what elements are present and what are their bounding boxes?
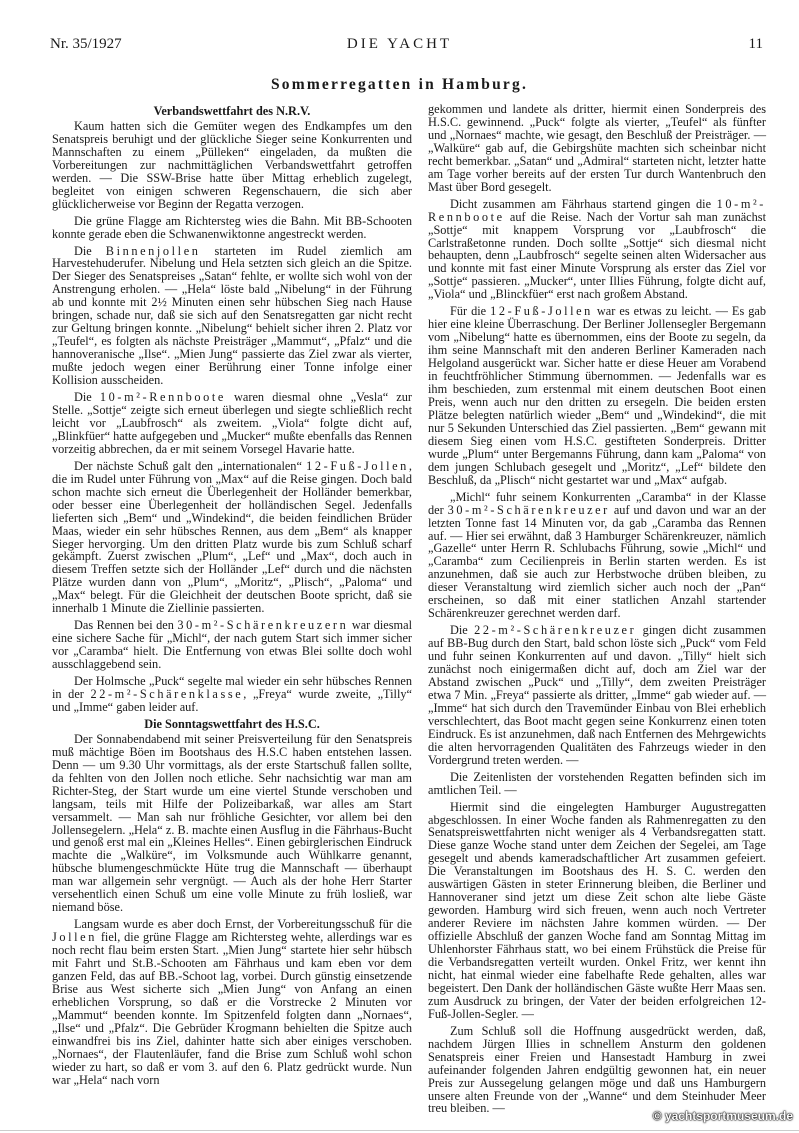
spaced-class-name: 12-Fuß-Jollen	[490, 304, 593, 319]
paragraph	[52, 675, 412, 714]
text-run: Hiermit sind die eingelegten Hamburger Augustregatten abgeschlossen. In einer Woche fanden als Rahmenregatten zu den Senatspreiswettfahrten nicht weniger als 4 Verbandsregatten statt. Diese ganze Woche stand unter dem Zeichen der Segelei, am Tage gesegelt und abends kameradschaftlicher Art zusammen gefeiert. Die Veranstaltungen im Bootshaus des H. S. C. werden den auswärtigen Gästen in steter Erinnerung bleiben, die Berliner und Hannoveraner sind jetzt um diese Zeit schon alte liebe Gäste geworden. Hamburg wird sich freuen, wenn auch noch Vertreter anderer Reviere im nächsten Jahre kommen würden. — Der offizielle Abschluß der ganzen Woche fand am Sonntag Mittag im Uhlenhorster Fährhaus statt, wo bei einem Frühstück die Preise für die Verbandsregatten verteilt wurden. Onkel Fritz, wer kennt ihn nicht, hat einmal wieder eine fabelhafte Rede gehalten, alles war begeistert. Den Dank der holländischen Gäste wußte Herr Maas sen. zum Ausdruck zu bringen, der Vater der beiden erfolgreichen 12-Fuß-Jollen-Segler. —	[428, 799, 766, 1021]
text-run: fiel, die grüne Flagge am Richtersteg wehte, allerdings war es noch recht flau beim ersten Start. „Mien Jung“ startete hier sehr hübsch mit Fahrt und St.B.-Schooten am Fährhaus und kam eben vor dem ganzen Feld, das auf BB.-Schoot lag, vorbei. Durch günstig einsetzende Brise aus West sicherte sich „Mien Jung“ von Anfang an einen erheblichen Vorsprung, so daß er die Vorstrecke 2 Minuten vor „Mammut“ beenden konnte. Im Spitzenfeld folgten dann „Nornaes“, „Ilse“ und „Pfalz“. Die Gebrüder Krogmann behielten die Spitze auch einwandfrei bis ins Ziel, dahinter hatte sich aber einiges verschoben. „Nornaes“, der Flautenläufer, fand die Brise zum Schluß wohl schon wieder zu hart, so daß er vom 3. auf den 6. Platz gedrückt wurde. Nun war „Hela“ nach vorn	[52, 930, 412, 1087]
text-run: Der Holmsche „Puck“ segelte mal wieder ein sehr hübsches Rennen in der	[52, 674, 412, 701]
paragraph	[428, 491, 766, 621]
text-run: war es etwas zu leicht. — Es gab hier eine kleine Überraschung. Der Berliner Jollensegler Bergemann vom „Nibelung“ hatte es übernommen, eins der Boote zu segeln, da ihm seine Mannschaft mit den anderen Berliner Kameraden nach Helgoland ausgerückt war. Sicher hatte er diese Heuer am Vorabend in feuchtfröhlicher Stimmung übernommen. — Jedenfalls war es ihm beschieden, zum erstenmal mit einem deutschen Boot einen Preis, wenn auch nur den dritten zu ersegeln. Die beiden ersten Plätze belegten natürlich wieder „Bem“ und „Windekind“, die mit nur 5 Sekunden Unterschied das Ziel passierten. „Bem“ gewann mit diesem Sieg einen vom H.S.C. gestifteten Sonderpreis. Dritter wurde „Plum“ unter Bergemanns Führung, dann kam „Paloma“ von dem jungen Schlubach gesegelt und „Moritz“, „Lef“ bildete den Beschluß, da „Plisch“ nicht gestartet war und „Max“ aufgab.	[428, 304, 766, 487]
spaced-class-name: 22-m²-Schärenkreuzer	[474, 623, 637, 638]
right-column	[428, 103, 766, 1119]
text-run: auf die Reise. Nach der Vortur sah man zunächst „Sottje“ mit knappem Vorsprung vor „Laubfrosch“ die Carlstraßetonne runden. Doch sollte „Sottje“ sich diesmal nicht behaupten, denn „Laubfrosch“ segelte seinen alten Widersacher aus und konnte mit fast einer Minute Vorsprung als erster das Ziel vor „Sottje“ passieren. „Mucker“, unter Illies Führung, folgte dicht auf, „Viola“ und „Blinckfüer“ erst nach großem Abstand.	[428, 209, 766, 302]
paragraph	[52, 733, 412, 914]
spaced-class-name: 30-m²-Schärenkreuzern	[177, 618, 349, 633]
text-run: , die im Rudel unter Führung von „Max“ auf die Reise gingen. Doch bald schon machte sich erneut die Überlegenheit der Holländer bemerkbar, oder besser eine Überlegenheit der holländischen Segel. Jedenfalls lieferten sich „Bem“ und „Windekind“, die beiden feindlichen Brüder Maas, wieder ein sehr hübsches Rennen, aus dem „Bem“ als knapper Sieger hervorging. Um den dritten Platz wurde bis zum Schluß scharf gekämpft. Zuerst zwischen „Plum“, „Lef“ und „Max“, doch auch in diesem Treffen setzte sich der Holländer „Lef“ durch und die nächsten Plätze wurden dann von „Plum“, „Moritz“, „Plisch“, „Paloma“ und „Max“ belegt. Für die Gleichheit der deutschen Boote spricht, daß sie innerhalb 1 Minute die Ziellinie passierten.	[52, 458, 412, 616]
spaced-class-name: Jollen	[52, 930, 97, 945]
text-run: starteten im Rudel ziemlich am Harvestehuderufer. Nibelung und Hela setzten sich gleich an die Spitze. Der Sieger des Senatspreises „Satan“ fehlte, er wollte sich wohl von der Anstrengung erholen. — „Hela“ löste bald „Nibelung“ in der Führung ab und konnte mit 2½ Minuten einen sehr hübschen Sieg nach Hause bringen, schade nur, daß sie sich auf den Senatsregatten gar nicht recht zur Geltung bringen konnte. „Nibelung“ behielt sicher ihren 2. Platz vor „Teufel“, es folgten als nächste Preisträger „Mammut“, „Pfalz“ und die hannoveranische „Ilse“. „Mien Jung“ passierte das Ziel zwar als vierter, mußte jedoch wegen einer Berührung einer Tonne infolge einer Kollision ausscheiden.	[52, 243, 412, 388]
text-run: Der nächste Schuß galt den „internationalen“	[74, 458, 307, 473]
text-run: gingen dicht zusammen auf BB-Bug durch den Start, bald schon löste sich „Puck“ vom Feld und fuhr seinen Konkurrenten auf und davon. „Tilly“ hielt sich zunächst noch einigermaßen dicht auf, doch am Ziel war der Abstand zwischen „Puck“ und „Tilly“, dem zweiten Preisträger etwa 7 Min. „Freya“ passierte als dritter, „Imme“ gab wieder auf. — „Imme“ hat sich durch den Travemünder Einbau von Blei erheblich verschlechtert, das Boot macht gegen seine Konkurrenz einen toten Eindruck. Es ist anzunehmen, daß nach Entfernen des Mehrgewichts die alten hervorragenden Qualitäten des Fahrzeugs wieder in den Vordergrund treten werden. —	[428, 623, 766, 767]
spaced-class-name: Binnenjollen	[105, 243, 201, 258]
spaced-class-name: 22-m²-Schärenklasse	[90, 686, 244, 701]
paragraph	[428, 1025, 766, 1116]
left-column	[52, 103, 412, 1091]
text-run: Der Sonnabendabend mit seiner Preisverteilung für den Senatspreis muß mächtige Böen im Bootshaus des H.S.C haben entstehen lassen. Denn — um 9.30 Uhr vormittags, als der erste Startschuß fallen sollte, da fehlten von den Jollen noch etliche. Sehr nachsichtig war man am Richter-Steg, der Start wurde um eine viertel Stunde verschoben und langsam, teils mit Hilfe der Polizeibarkaß, war alles am Start versammelt. — Man sah nur fröhliche Gesichter, vor allem bei den Jollensegelern. „Hela“ z. B. machte einen Ausflug in die Fährhaus-Bucht und genoß erst mal ein „Kleines Helles“. Einen gebirglerischen Eindruck machte die „Walküre“, im Volksmunde auch Wühlkarre genannt, hübsche blumengeschmückte Hüte trug die Mannschaft — überhaupt man war allgemein sehr vergnügt. — Auch als der hohe Herr Starter versehentlich einen Schuß um eine volle Minute zu früh losließ, war niemand böse.	[52, 731, 412, 915]
text-run: auf und davon und war an der letzten Tonne fast 14 Minuten vor, da gab „Caramba das Rennen auf. — Hier sei erwähnt, daß 3 Hamburger Schärenkreuzer, nämlich „Gazelle“ unter Herrn R. Schlubachs Führung, sowie „Michl“ und „Caramba“ zum Cecilienpreis in Berlin starten werden. Es ist anzunehmen, daß sie auch zur Herbstwoche drüben bleiben, zu dieser Veranstaltung wird ziemlich sicher auch noch der „Pan“ erscheinen, so daß mit einer statlichen Anzahl startender Schärenkreuzer gerechnet werden darf.	[428, 502, 767, 621]
section-heading: Verbandswettfahrt des N.R.V.	[153, 104, 311, 118]
text-run: Das Rennen bei den	[74, 618, 178, 633]
paragraph	[428, 198, 766, 302]
article-title: Sommerregatten in Hamburg.	[270, 76, 529, 93]
spaced-class-name: 30-m²-Schärenkreuzer	[447, 502, 610, 517]
paragraph	[52, 391, 412, 456]
text-run: gekommen und landete als dritter, hiermit einen Sonderpreis des H.S.C. gewinnend. „Puck“ folgte als vierter, „Teufel“ als fünfter und „Nornaes“ machte, wie gesagt, den Beschluß der Preisträger. — „Walküre“ gab auf, die Gebirgshüte machten sich scheinbar nicht recht bemerkbar. „Satan“ und „Admiral“ starteten nicht, letzter hatte am Tage vorher bereits auf der ersten Tur durch Wantenbruch den Mast über Bord gesegelt.	[428, 102, 766, 194]
paragraph	[428, 103, 766, 194]
text-run: Die	[74, 390, 100, 405]
paragraph	[52, 215, 412, 241]
section-heading: Die Sonntagswettfahrt des H.S.C.	[144, 716, 320, 731]
paragraph	[52, 120, 412, 211]
bottom-rule	[0, 1130, 799, 1131]
text-run: Kaum hatten sich die Gemüter wegen des Endkampfes um den Senatspreis beruhigt und der glückliche Sieger seine Konkurrenten und Mannschaften zu einem „Pülleken“ eingeladen, da mußten die Vorbereitungen zur nachmittäglichen Verbandswettfahrt getroffen werden. — Die SSW-Brise hatte über Mittag erheblich zugelegt, begleitet von einigen schweren Regenschauern, die sich aber glücklicherweise vor Beginn der Regatta verzogen.	[52, 118, 412, 211]
text-run: war diesmal eine sichere Sache für „Michl“, der nach gutem Start sich immer sicher vor „Caramba“ hielt. Die Entfernung von etwas Blei sollte doch wohl ausschlaggebend sein.	[52, 618, 412, 672]
text-run: Die	[74, 243, 106, 258]
text-run: waren diesmal ohne „Vesla“ zur Stelle. „Sottje“ zeigte sich erneut überlegen und siegte schließlich recht leicht vor „Laubfrosch“ als zweitem. „Viola“ folgte dicht auf, „Blinkfüer“ hatte aufgegeben und „Mucker“ mußte ebenfalls das Rennen vorzeitig abbrechen, da er mit seinem Vorsegel Havarie hatte.	[52, 390, 412, 456]
text-run: , „Freya“ wurde zweite, „Tilly“ und „Imme“ gaben leider auf.	[52, 686, 412, 714]
issue-number: Nr. 35/1927	[50, 36, 122, 52]
paragraph	[428, 305, 766, 486]
paragraph	[428, 624, 766, 766]
paragraph	[52, 460, 412, 615]
magazine-name: DIE YACHT	[346, 36, 453, 52]
text-run: Zum Schluß soll die Hoffnung ausgedrückt werden, daß, nachdem Jürgen Illies in schnellem Ansturm den goldenen Senatspreis einer Freien und Hansestadt Hamburg in zwei aufeinander folgenden Jahren endgültig gewonnen hat, ein neuer Preis zur Aussegelung gelangen möge und daß uns Hamburgern unsere alten Freunde von der „Wanne“ und dem Steinhuder Meer treu bleiben. —	[428, 1023, 766, 1116]
text-run: Die	[450, 623, 475, 638]
paragraph	[52, 918, 412, 1086]
text-run: Die grüne Flagge am Richtersteg wies die Bahn. Mit BB-Schooten konnte gerade eben die Schwanenwiktonne angestreckt werden.	[52, 213, 412, 241]
spaced-class-name: 10-m²-Rennboote	[99, 390, 226, 405]
paragraph	[52, 245, 412, 387]
paragraph	[52, 619, 412, 671]
page-number: 11	[748, 36, 763, 52]
spaced-class-name: 12-Fuß-Jollen	[306, 458, 409, 473]
text-run: Langsam wurde es aber doch Ernst, der Vorbereitungsschuß für die	[74, 917, 412, 932]
paragraph	[428, 771, 766, 797]
text-run: „Michl“ fuhr seinem Konkurrenten „Caramba“ in der Klasse der	[428, 489, 766, 517]
text-run: Dicht zusammen am Fährhaus startend gingen die	[450, 196, 717, 211]
text-run: Für die	[450, 304, 491, 319]
spaced-class-name: 10-m²-Rennboote	[428, 196, 766, 224]
paragraph	[428, 801, 766, 1021]
text-run: Die Zeitenlisten der vorstehenden Regatten befinden sich im amtlichen Teil. —	[428, 769, 766, 797]
watermark: © yachtsportmuseum.de	[652, 1109, 793, 1123]
